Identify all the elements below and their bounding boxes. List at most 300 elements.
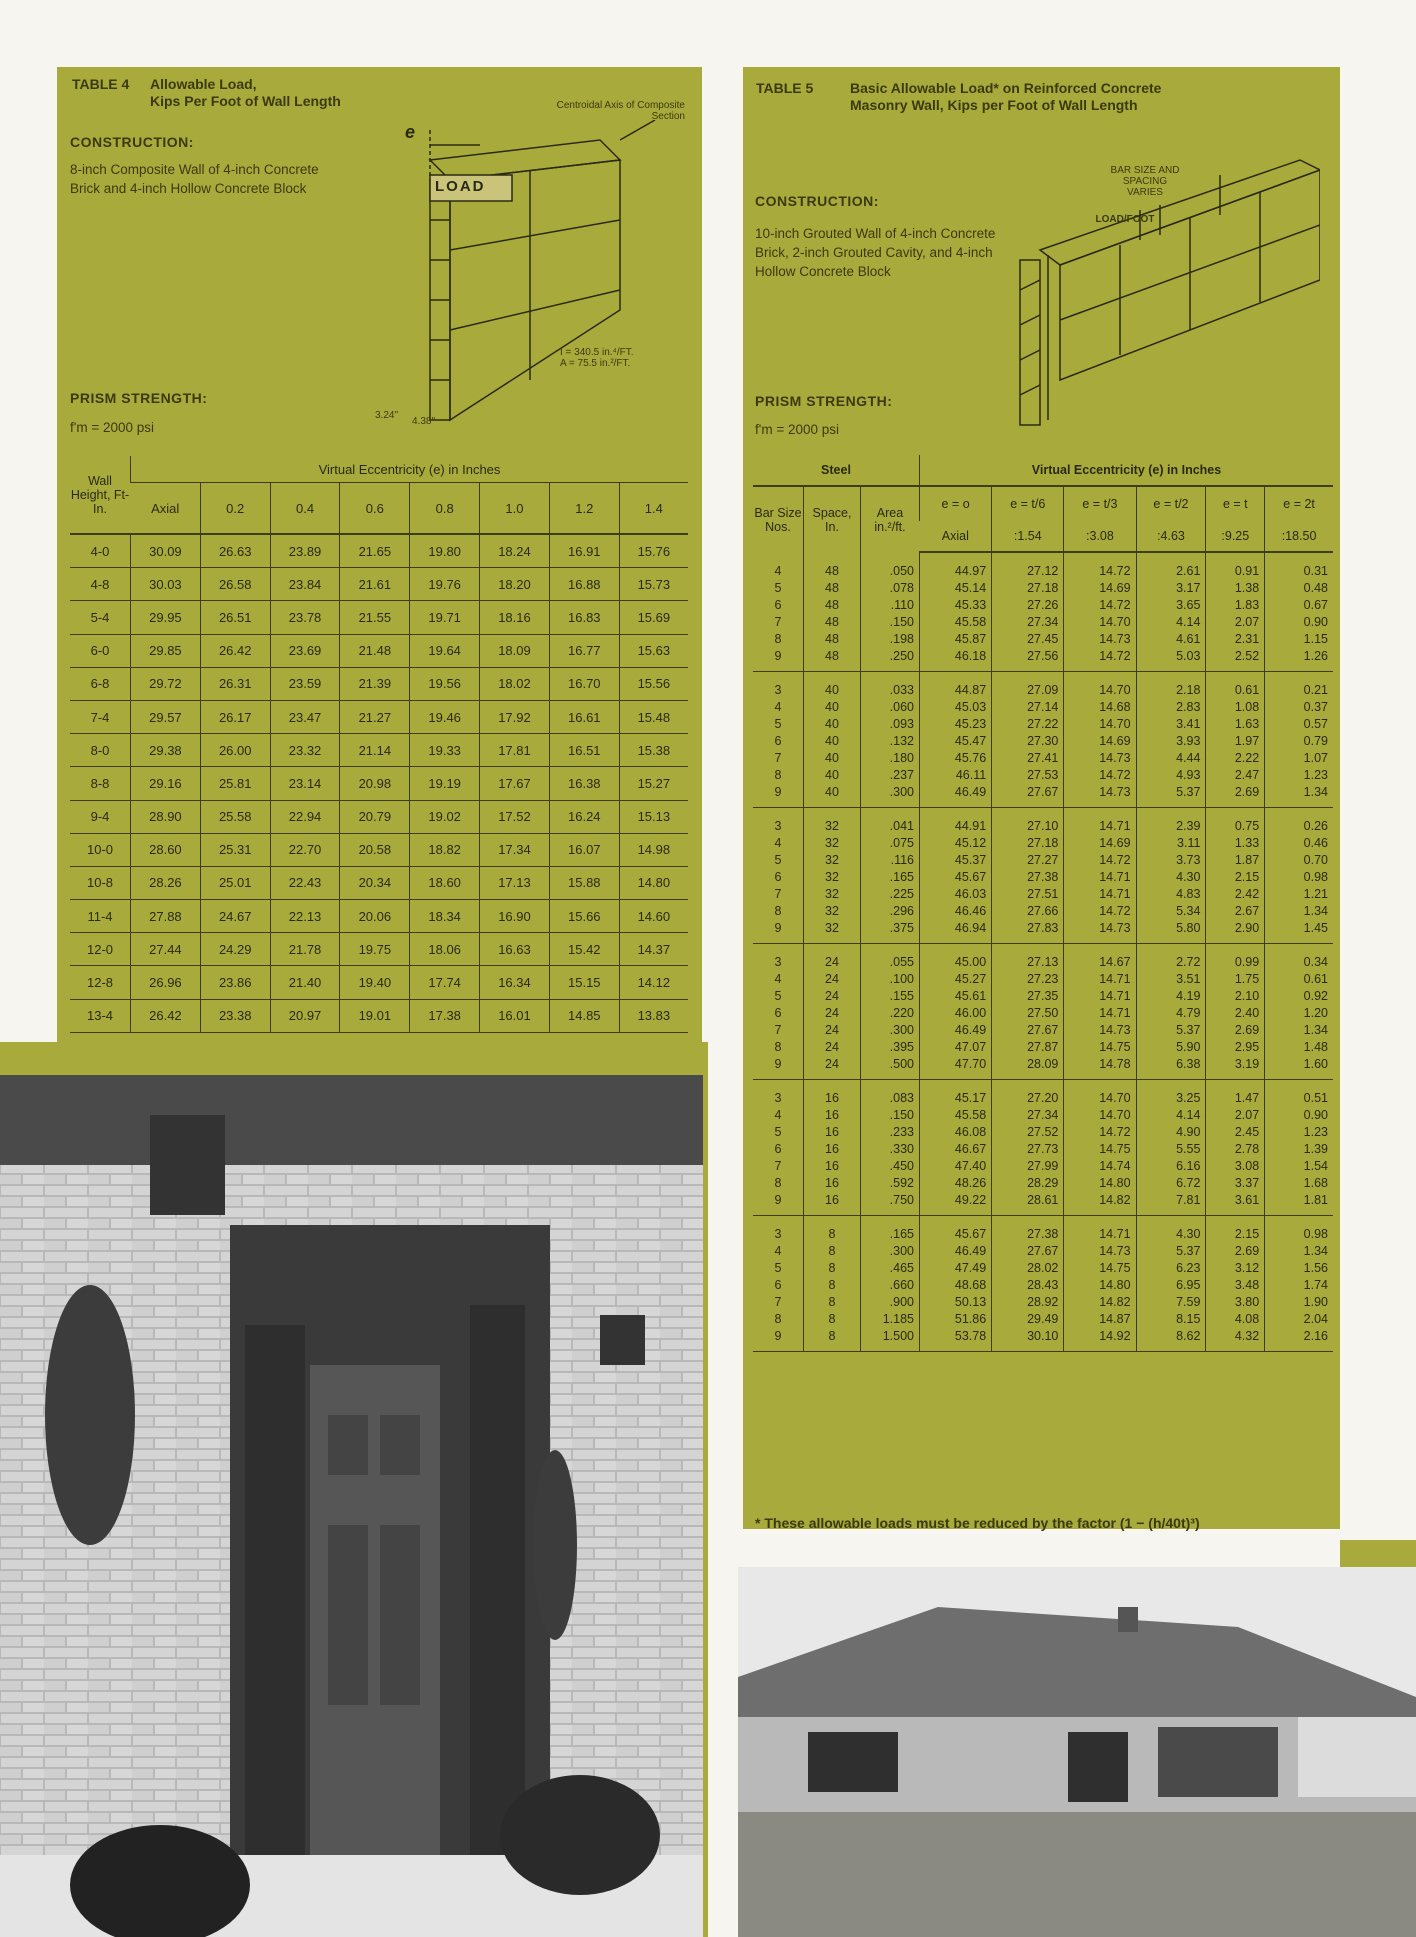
- load-cell: 0.31: [1265, 552, 1333, 580]
- load-cell: 4.93: [1136, 767, 1206, 784]
- table4-row: [70, 767, 688, 800]
- load-cell: 27.88: [131, 900, 201, 933]
- load-cell: 46.03: [920, 886, 992, 903]
- load-cell: 27.38: [992, 869, 1064, 886]
- load-cell: 47.40: [920, 1158, 992, 1175]
- bar-size-label: BAR SIZE AND SPACING VARIES: [1110, 165, 1180, 198]
- bar-size-cell: 3: [774, 1227, 782, 1241]
- table5-row: [753, 971, 1333, 988]
- spacing-cell: 16: [804, 1175, 861, 1192]
- load-cell: 0.26: [1265, 808, 1333, 836]
- load-cell: 2.39: [1136, 808, 1206, 836]
- bar-size-cell: 8: [774, 1176, 782, 1190]
- load-cell: 1.33: [1206, 835, 1265, 852]
- spacing-cell: 16: [804, 1107, 861, 1124]
- load-cell: 45.27: [920, 971, 992, 988]
- house-photo: [738, 1567, 1416, 1937]
- load-cell: 17.92: [480, 700, 550, 733]
- spacing-cell: 32: [804, 920, 861, 944]
- load-cell: 30.10: [992, 1328, 1064, 1352]
- load-cell: 45.14: [920, 580, 992, 597]
- load-cell: 6.38: [1136, 1056, 1206, 1080]
- wall-height-cell: 5-4: [70, 601, 131, 634]
- load-cell: 45.03: [920, 699, 992, 716]
- load-cell: 1.20: [1265, 1005, 1333, 1022]
- table5-ecc-header: e = 2t: [1265, 486, 1333, 521]
- table5-footnote: * These allowable loads must be reduced by the factor (1 − (h/40t)³): [755, 1515, 1200, 1531]
- load-cell: 45.76: [920, 750, 992, 767]
- load-cell: 26.63: [200, 534, 270, 568]
- table4-row: [70, 667, 688, 700]
- table5-row: [753, 1080, 1333, 1108]
- wall-height-cell: 13-4: [70, 999, 131, 1032]
- load-cell: 1.56: [1265, 1260, 1333, 1277]
- dim-brick: 3.24": [375, 410, 399, 421]
- load-cell: 21.61: [340, 568, 410, 601]
- load-cell: 27.99: [992, 1158, 1064, 1175]
- table5-row: [753, 944, 1333, 972]
- table4-row: [70, 601, 688, 634]
- table5-row: [753, 1277, 1333, 1294]
- load-cell: 29.16: [131, 767, 201, 800]
- load-cell: 1.83: [1206, 597, 1265, 614]
- bar-size-cell: 5: [774, 581, 782, 595]
- load-cell: 15.88: [549, 866, 619, 899]
- load-cell: 27.66: [992, 903, 1064, 920]
- table5-prism-heading: PRISM STRENGTH:: [755, 393, 893, 409]
- load-cell: 45.47: [920, 733, 992, 750]
- area-cell: .165: [861, 869, 920, 886]
- load-cell: 1.23: [1265, 767, 1333, 784]
- bar-size-cell: 5: [774, 853, 782, 867]
- table5-title-line2: Masonry Wall, Kips per Foot of Wall Length: [850, 97, 1138, 113]
- table4-row: [70, 800, 688, 833]
- spacing-cell: 48: [804, 580, 861, 597]
- table5-row: [753, 1124, 1333, 1141]
- load-cell: 14.73: [1064, 1243, 1136, 1260]
- load-cell: 29.49: [992, 1311, 1064, 1328]
- load-cell: 16.90: [480, 900, 550, 933]
- load-cell: 14.78: [1064, 1056, 1136, 1080]
- load-cell: 27.87: [992, 1039, 1064, 1056]
- load-cell: 47.07: [920, 1039, 992, 1056]
- load-cell: 16.77: [549, 634, 619, 667]
- load-cell: 14.72: [1064, 767, 1136, 784]
- wall-height-cell: 4-0: [70, 534, 131, 568]
- table5-row: [753, 784, 1333, 808]
- table4-row: [70, 999, 688, 1032]
- load-cell: 24.29: [200, 933, 270, 966]
- area-cell: .155: [861, 988, 920, 1005]
- load-cell: 16.51: [549, 734, 619, 767]
- load-cell: 15.27: [619, 767, 688, 800]
- load-cell: 15.38: [619, 734, 688, 767]
- load-cell: 22.70: [270, 833, 340, 866]
- area-cell: .660: [861, 1277, 920, 1294]
- load-cell: 45.17: [920, 1080, 992, 1108]
- load-cell: 27.26: [992, 597, 1064, 614]
- load-cell: 28.09: [992, 1056, 1064, 1080]
- load-cell: 1.34: [1265, 1022, 1333, 1039]
- table5-row: [753, 988, 1333, 1005]
- load-cell: 22.13: [270, 900, 340, 933]
- section-area: A = 75.5 in.²/FT.: [560, 358, 631, 369]
- load-cell: 2.47: [1206, 767, 1265, 784]
- table5-row: [753, 1107, 1333, 1124]
- table4-row: [70, 634, 688, 667]
- bar-size-cell: 8: [774, 1312, 782, 1326]
- load-cell: 27.50: [992, 1005, 1064, 1022]
- bar-size-cell: 9: [753, 784, 804, 808]
- table5-row: [753, 903, 1333, 920]
- load-cell: 27.44: [131, 933, 201, 966]
- load-cell: 0.61: [1265, 971, 1333, 988]
- load-cell: 21.48: [340, 634, 410, 667]
- table4-construction-text: 8-inch Composite Wall of 4-inch Concrete Brick and 4-inch Hollow Concrete Block: [70, 162, 319, 196]
- spacing-cell: 8: [804, 1311, 861, 1328]
- bar-size-cell: 4: [774, 700, 782, 714]
- load-cell: 2.83: [1136, 699, 1206, 716]
- table4-row: [70, 833, 688, 866]
- load-cell: 0.21: [1265, 672, 1333, 700]
- load-cell: 28.90: [131, 800, 201, 833]
- spacing-cell: 24: [804, 1056, 861, 1080]
- load-cell: 0.51: [1265, 1080, 1333, 1108]
- table4-label: TABLE 4: [72, 76, 130, 92]
- load-cell: 14.75: [1064, 1039, 1136, 1056]
- spacing-cell: 40: [804, 767, 861, 784]
- load-cell: 28.92: [992, 1294, 1064, 1311]
- area-cell: 1.185: [861, 1311, 920, 1328]
- load-cell: 21.27: [340, 700, 410, 733]
- table5-row: [753, 614, 1333, 631]
- table4-col-header: 0.6: [340, 483, 410, 535]
- load-cell: 4.83: [1136, 886, 1206, 903]
- load-cell: 27.13: [992, 944, 1064, 972]
- wall-height-cell: 9-4: [70, 800, 131, 833]
- table5-row: [753, 1158, 1333, 1175]
- load-cell: 14.72: [1064, 1124, 1136, 1141]
- load-cell: 53.78: [920, 1328, 992, 1352]
- load-cell: 1.74: [1265, 1277, 1333, 1294]
- table4-row: [70, 933, 688, 966]
- table5-ecc-header: e = t/6: [992, 486, 1064, 521]
- load-cell: 3.37: [1206, 1175, 1265, 1192]
- load-cell: 16.61: [549, 700, 619, 733]
- table5-row: [753, 1311, 1333, 1328]
- load-cell: 23.14: [270, 767, 340, 800]
- load-cell: 45.33: [920, 597, 992, 614]
- table5-row: [753, 1192, 1333, 1216]
- load-cell: 13.83: [619, 999, 688, 1032]
- load-cell: 28.61: [992, 1192, 1064, 1216]
- table4-title: [72, 76, 341, 110]
- spacing-cell: 40: [804, 716, 861, 733]
- spacing-cell: 32: [804, 886, 861, 903]
- load-cell: 16.91: [549, 534, 619, 568]
- bar-size-cell: 4: [774, 1244, 782, 1258]
- load-cell: 4.19: [1136, 988, 1206, 1005]
- load-cell: 46.67: [920, 1141, 992, 1158]
- table5-ecc-value-header: Axial: [920, 521, 992, 552]
- table5-ecc-value-header: :3.08: [1064, 521, 1136, 552]
- load-cell: 28.29: [992, 1175, 1064, 1192]
- table5-ecc-header: e = t/3: [1064, 486, 1136, 521]
- spacing-cell: 24: [804, 1039, 861, 1056]
- load-cell: 14.72: [1064, 648, 1136, 672]
- load-cell: 5.34: [1136, 903, 1206, 920]
- load-cell: 20.98: [340, 767, 410, 800]
- load-cell: 0.91: [1206, 552, 1265, 580]
- load-cell: 6.23: [1136, 1260, 1206, 1277]
- spacing-cell: 40: [804, 733, 861, 750]
- load-cell: 16.63: [480, 933, 550, 966]
- table4-col-header: 1.4: [619, 483, 688, 535]
- table5-row: [753, 699, 1333, 716]
- load-cell: 1.90: [1265, 1294, 1333, 1311]
- load-cell: 28.60: [131, 833, 201, 866]
- load-cell: 1.38: [1206, 580, 1265, 597]
- load-cell: 17.52: [480, 800, 550, 833]
- spacing-cell: 24: [804, 988, 861, 1005]
- load-cell: 0.67: [1265, 597, 1333, 614]
- load-cell: 5.37: [1136, 1243, 1206, 1260]
- table5-ecc-value-header: :18.50: [1265, 521, 1333, 552]
- load-cell: 0.70: [1265, 852, 1333, 869]
- bar-size-cell: 6: [774, 734, 782, 748]
- load-cell: 14.80: [1064, 1175, 1136, 1192]
- load-cell: 14.71: [1064, 971, 1136, 988]
- table5-ecc-header: e = t: [1206, 486, 1265, 521]
- area-cell: .132: [861, 733, 920, 750]
- load-cell: 46.49: [920, 784, 992, 808]
- table5-row: [753, 672, 1333, 700]
- table5-ecc-header: e = t/2: [1136, 486, 1206, 521]
- area-cell: .330: [861, 1141, 920, 1158]
- area-cell: .041: [861, 808, 920, 836]
- load-cell: 16.88: [549, 568, 619, 601]
- load-cell: 16.07: [549, 833, 619, 866]
- load-cell: 14.75: [1064, 1141, 1136, 1158]
- load-cell: 45.12: [920, 835, 992, 852]
- load-cell: 2.72: [1136, 944, 1206, 972]
- spacing-cell: 32: [804, 869, 861, 886]
- spacing-cell: 48: [804, 631, 861, 648]
- load-cell: 1.81: [1265, 1192, 1333, 1216]
- moment-of-inertia: I = 340.5 in.⁴/FT.: [560, 347, 634, 358]
- load-cell: 27.52: [992, 1124, 1064, 1141]
- load-cell: 14.37: [619, 933, 688, 966]
- table4-row: [70, 700, 688, 733]
- load-cell: 16.01: [480, 999, 550, 1032]
- load-cell: 5.55: [1136, 1141, 1206, 1158]
- load-cell: 14.72: [1064, 852, 1136, 869]
- bar-size-cell: 3: [774, 819, 782, 833]
- load-cell: 27.67: [992, 784, 1064, 808]
- load-cell: 23.84: [270, 568, 340, 601]
- load-cell: 14.60: [619, 900, 688, 933]
- wall-height-cell: 6-0: [70, 634, 131, 667]
- load-cell: 14.68: [1064, 699, 1136, 716]
- load-cell: 4.08: [1206, 1311, 1265, 1328]
- load-cell: 1.63: [1206, 716, 1265, 733]
- spacing-cell: 8: [804, 1216, 861, 1244]
- load-cell: 45.67: [920, 869, 992, 886]
- table5-row: [753, 716, 1333, 733]
- table4-prism-value: f'm = 2000 psi: [70, 420, 154, 435]
- load-cell: 15.73: [619, 568, 688, 601]
- wall-height-cell: 11-4: [70, 900, 131, 933]
- load-cell: 2.15: [1206, 869, 1265, 886]
- load-cell: 14.70: [1064, 716, 1136, 733]
- area-cell: .220: [861, 1005, 920, 1022]
- load-cell: 15.69: [619, 601, 688, 634]
- load-cell: 47.70: [920, 1056, 992, 1080]
- area-cell: .395: [861, 1039, 920, 1056]
- load-cell: 23.86: [200, 966, 270, 999]
- load-cell: 3.51: [1136, 971, 1206, 988]
- load-cell: 1.34: [1265, 903, 1333, 920]
- load-cell: 27.27: [992, 852, 1064, 869]
- load-cell: 26.00: [200, 734, 270, 767]
- load-cell: 27.41: [992, 750, 1064, 767]
- bar-size-cell: 7: [774, 887, 782, 901]
- table4-row: [70, 734, 688, 767]
- load-cell: 2.45: [1206, 1124, 1265, 1141]
- spacing-cell: 16: [804, 1124, 861, 1141]
- load-cell: 27.83: [992, 920, 1064, 944]
- table5-row: [753, 1328, 1333, 1352]
- dim-block: 4.38": [412, 416, 436, 427]
- load-cell: 20.97: [270, 999, 340, 1032]
- load-cell: 2.52: [1206, 648, 1265, 672]
- load-cell: 17.34: [480, 833, 550, 866]
- load-cell: 27.10: [992, 808, 1064, 836]
- load-cell: 3.11: [1136, 835, 1206, 852]
- load-cell: 21.65: [340, 534, 410, 568]
- load-cell: 45.37: [920, 852, 992, 869]
- load-cell: 4.61: [1136, 631, 1206, 648]
- load-cell: 21.14: [340, 734, 410, 767]
- load-cell: 29.57: [131, 700, 201, 733]
- table5-ecc-value-header: :4.63: [1136, 521, 1206, 552]
- table5-construction-text: 10-inch Grouted Wall of 4-inch Concrete Brick, 2-inch Grouted Cavity, and 4-inch Hollow Concrete Block: [755, 226, 996, 279]
- load-cell: 1.23: [1265, 1124, 1333, 1141]
- load-cell: 0.61: [1206, 672, 1265, 700]
- load-cell: 5.37: [1136, 784, 1206, 808]
- table5-row: [753, 1243, 1333, 1260]
- table5-ecc-value-header: :1.54: [992, 521, 1064, 552]
- load-cell: 19.40: [340, 966, 410, 999]
- load-cell: 14.71: [1064, 808, 1136, 836]
- load-cell: 2.10: [1206, 988, 1265, 1005]
- load-cell: 14.67: [1064, 944, 1136, 972]
- load-cell: 14.80: [619, 866, 688, 899]
- load-cell: 8.15: [1136, 1311, 1206, 1328]
- spacing-cell: 40: [804, 784, 861, 808]
- load-cell: 19.46: [410, 700, 480, 733]
- load-cell: 18.16: [480, 601, 550, 634]
- load-cell: 16.83: [549, 601, 619, 634]
- load-cell: 47.49: [920, 1260, 992, 1277]
- load-cell: 44.97: [920, 552, 992, 580]
- table5-row: [753, 1022, 1333, 1039]
- load-cell: 3.93: [1136, 733, 1206, 750]
- load-cell: 19.71: [410, 601, 480, 634]
- table5-row: [753, 869, 1333, 886]
- load-cell: 17.81: [480, 734, 550, 767]
- load-cell: 14.71: [1064, 886, 1136, 903]
- load-cell: 1.15: [1265, 631, 1333, 648]
- load-cell: 18.02: [480, 667, 550, 700]
- load-cell: 27.67: [992, 1022, 1064, 1039]
- load-cell: 1.07: [1265, 750, 1333, 767]
- bar-size-cell: 6: [774, 1142, 782, 1156]
- bar-size-cell: 9: [753, 1328, 804, 1352]
- load-cell: 2.69: [1206, 1022, 1265, 1039]
- load-cell: 28.02: [992, 1260, 1064, 1277]
- load-cell: 14.73: [1064, 784, 1136, 808]
- bar-size-cell: 5: [774, 1261, 782, 1275]
- spacing-cell: 40: [804, 750, 861, 767]
- spacing-cell: 24: [804, 1022, 861, 1039]
- load-cell: 0.57: [1265, 716, 1333, 733]
- load-cell: 4.30: [1136, 1216, 1206, 1244]
- load-cell: 16.34: [480, 966, 550, 999]
- load-cell: 27.12: [992, 552, 1064, 580]
- load-cell: 46.18: [920, 648, 992, 672]
- table4-grid: [70, 456, 688, 1033]
- bar-size-cell: 8: [774, 1040, 782, 1054]
- wall-height-cell: 8-8: [70, 767, 131, 800]
- area-cell: .150: [861, 1107, 920, 1124]
- table5-row: [753, 767, 1333, 784]
- table4-row: [70, 866, 688, 899]
- load-cell: 26.96: [131, 966, 201, 999]
- load-cell: 19.02: [410, 800, 480, 833]
- load-cell: 2.15: [1206, 1216, 1265, 1244]
- wall-height-cell: 6-8: [70, 667, 131, 700]
- load-cell: 0.37: [1265, 699, 1333, 716]
- load-cell: 20.34: [340, 866, 410, 899]
- load-cell: 17.67: [480, 767, 550, 800]
- load-cell: 15.42: [549, 933, 619, 966]
- load-per-foot-label: LOAD/FOOT: [1095, 214, 1155, 225]
- load-cell: 14.92: [1064, 1328, 1136, 1352]
- area-cell: .083: [861, 1080, 920, 1108]
- load-cell: 26.51: [200, 601, 270, 634]
- area-cell: .100: [861, 971, 920, 988]
- load-cell: 16.70: [549, 667, 619, 700]
- spacing-cell: 8: [804, 1294, 861, 1311]
- area-cell: .093: [861, 716, 920, 733]
- area-cell: .165: [861, 1216, 920, 1244]
- load-cell: 4.90: [1136, 1124, 1206, 1141]
- load-cell: 46.94: [920, 920, 992, 944]
- table5-row: [753, 835, 1333, 852]
- area-cell: .050: [861, 552, 920, 580]
- load-cell: 5.37: [1136, 1022, 1206, 1039]
- table5-row: [753, 1216, 1333, 1244]
- load-cell: 14.87: [1064, 1311, 1136, 1328]
- area-cell: .296: [861, 903, 920, 920]
- load-cell: 0.34: [1265, 944, 1333, 972]
- load-cell: 1.48: [1265, 1039, 1333, 1056]
- spacing-cell: 32: [804, 852, 861, 869]
- load-cell: 46.46: [920, 903, 992, 920]
- table5-row: [753, 1039, 1333, 1056]
- load-cell: 2.69: [1206, 784, 1265, 808]
